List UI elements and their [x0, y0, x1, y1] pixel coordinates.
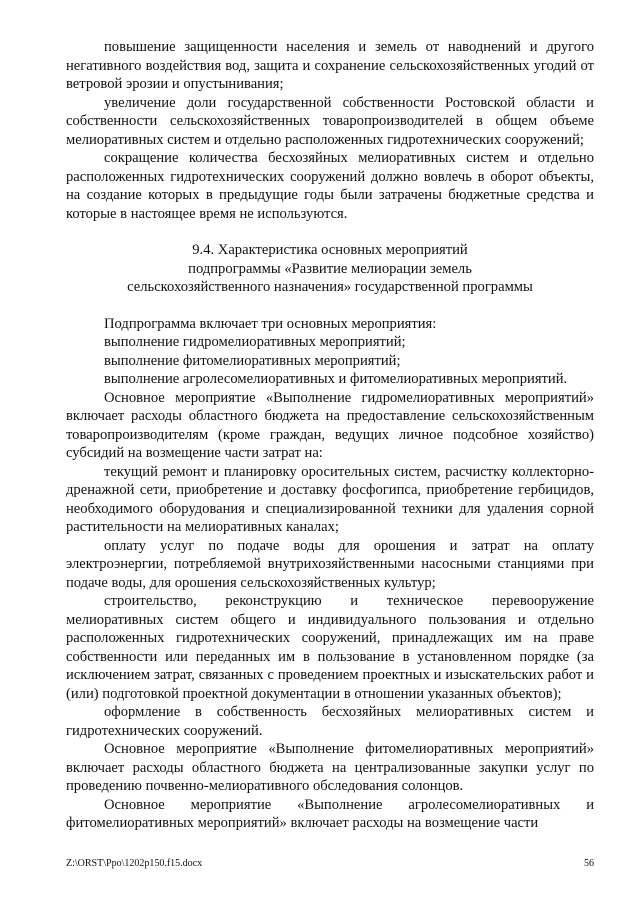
paragraph: оплату услуг по подаче воды для орошения и затрат на оплату электроэнергии, потребляемой внутрихозяйственными насосными станциями при подаче воды, для орошения сельскохозяйственных культур; — [66, 537, 594, 591]
paragraph: выполнение агролесомелиоративных и фитомелиоративных мероприятий. — [104, 371, 568, 387]
paragraph: оформление в собственность бесхозяйных мелиоративных систем и гидротехнических сооружений. — [66, 704, 594, 739]
paragraph: Основное мероприятие «Выполнение фитомелиоративных мероприятий» включает расходы областного бюджета на централизованные закупки услуг по проведению почвенно-мелиоративного обследования солонцов. — [66, 741, 594, 794]
paragraph: выполнение фитомелиоративных мероприятий; — [104, 352, 401, 369]
paragraph: Основное мероприятие «Выполнение агролесомелиоративных и фитомелиоративных мероприятий» включает расходы на возмещение части — [66, 796, 594, 831]
paragraph: выполнение гидромелиоративных мероприятий; — [104, 334, 406, 350]
section-heading — [66, 241, 594, 297]
paragraph: текущий ремонт и планировку оросительных систем, расчистку коллекторно-дренажной сети, приобретение и доставку фосфогипса, приобретение гербицидов, необходимого оборудования и специализированной техники для удаления сорной растительности на мелиоративных каналах; — [66, 463, 594, 535]
paragraph: сокращение количества бесхозяйных мелиоративных систем и отдельно расположенных гидротехнических сооружений должно вовлечь в оборот объекты, на создание которых в предыдущие годы были затрачены бюджетные средства и которые в настоящее время не используются. — [66, 150, 594, 222]
file-path: Z:\ORST\Ppo\1202p150.f15.docx — [66, 858, 203, 869]
document-body — [66, 38, 594, 833]
page-footer — [66, 858, 594, 869]
page-number: 56 — [584, 858, 594, 869]
section-heading-line: 9.4. Характеристика основных мероприятий — [192, 242, 468, 258]
paragraph: Подпрограмма включает три основных мероприятия: — [104, 315, 437, 332]
paragraph: Основное мероприятие «Выполнение гидромелиоративных мероприятий» включает расходы областного бюджета на предоставление сельскохозяйственным товаропроизводителям (кроме граждан, ведущих личное подсобное хозяйство) субсидий на возмещение части затрат на: — [66, 389, 594, 461]
section-heading-line: подпрограммы «Развитие мелиорации земель — [188, 260, 472, 277]
paragraph: строительство, реконструкцию и техническое перевооружение мелиоративных систем общего и индивидуального пользования и отдельно расположенных гидротехнических сооружений, принадлежащих им на праве собственности или переданных им в пользование в установленном порядке (за исключением затрат, связанных с проведением проектных и изыскательских работ и (или) подготовкой проектной документации в отношении указанных объектов); — [66, 593, 594, 702]
section-heading-line: сельскохозяйственного назначения» государственной программы — [127, 279, 533, 295]
paragraph: увеличение доли государственной собственности Ростовской области и собственности сельскохозяйственных товаропроизводителей в общем объеме мелиоративных систем и отдельно расположенных гидротехнических сооружений; — [66, 94, 594, 148]
paragraph: повышение защищенности населения и земель от наводнений и другого негативного воздействия вод, защита и сохранение сельскохозяйственных угодий от ветровой эрозии и опустынивания; — [66, 39, 594, 92]
